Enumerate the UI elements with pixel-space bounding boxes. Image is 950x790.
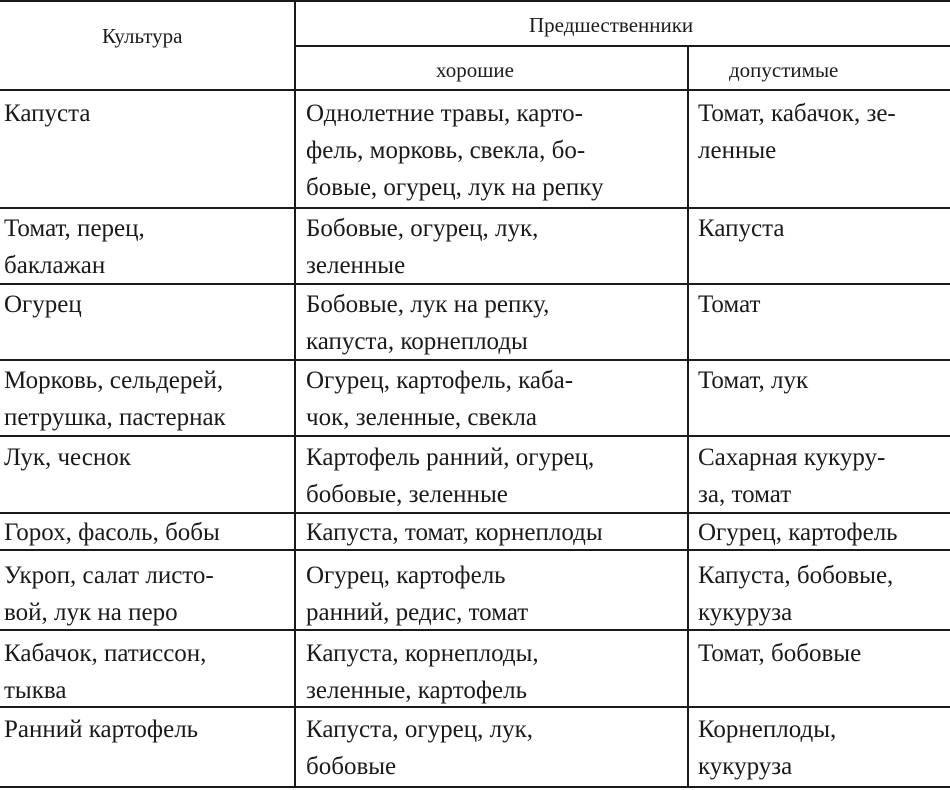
culture-cell [4, 210, 145, 284]
acceptable-predecessors-cell [698, 635, 861, 672]
culture-cell [4, 286, 82, 323]
cell-line: зеленные [306, 252, 406, 279]
good-predecessors-cell [306, 439, 594, 513]
acceptable-predecessors-cell [698, 95, 896, 169]
culture-cell [4, 514, 220, 551]
cell-line: капуста, корнеплоды [306, 328, 528, 355]
cell-line: Бобовые, лук на репку, [306, 291, 550, 318]
cell-line: Корнеплоды, [698, 716, 837, 743]
good-predecessors-cell [306, 210, 538, 284]
acceptable-predecessors-cell [698, 210, 784, 247]
cell-line: Сахарная кукуру- [698, 444, 886, 471]
cell-line: кукуруза [698, 753, 793, 780]
cell-line: Капуста, томат, корнеплоды [306, 519, 603, 546]
header-good: хорошие [436, 58, 514, 82]
column-rule [294, 0, 296, 788]
cell-line: Огурец [4, 291, 82, 318]
acceptable-predecessors-cell [698, 711, 836, 785]
cell-line: бобовые, зеленные [306, 481, 508, 508]
cell-line: Однолетние травы, карто- [306, 100, 583, 127]
good-predecessors-cell [306, 557, 528, 631]
acceptable-predecessors-cell [698, 286, 760, 323]
cell-line: Укроп, салат листо- [4, 562, 214, 589]
culture-cell [4, 362, 226, 436]
good-predecessors-cell [306, 514, 603, 551]
header-culture: Культура [102, 24, 183, 48]
cell-line: Капуста, бобовые, [698, 562, 894, 589]
cell-line: Томат, бобовые [698, 640, 862, 667]
culture-cell [4, 711, 198, 748]
culture-cell [4, 439, 131, 476]
cell-line: Бобовые, огурец, лук, [306, 215, 539, 242]
cell-line: фель, морковь, свекла, бо- [306, 137, 586, 164]
cell-line: бобовые [306, 753, 397, 780]
good-predecessors-cell [306, 362, 573, 436]
acceptable-predecessors-cell [698, 439, 885, 513]
cell-line: Огурец, картофель [306, 562, 506, 589]
header-bottom-rule [0, 89, 950, 91]
good-predecessors-cell [306, 95, 604, 206]
table-top-rule [0, 0, 950, 2]
cell-line: Капуста [698, 215, 785, 242]
culture-cell [4, 95, 90, 132]
culture-cell [4, 635, 206, 709]
cell-line: за, томат [698, 481, 792, 508]
acceptable-predecessors-cell [698, 514, 898, 551]
cell-line: Огурец, картофель, каба- [306, 367, 574, 394]
cell-line: чок, зеленные, свекла [306, 404, 537, 431]
cell-line: петрушка, пастернак [4, 404, 226, 431]
cell-line: ранний, редис, томат [306, 599, 529, 626]
cell-line: Ранний картофель [4, 716, 199, 743]
cell-line: Томат, лук [698, 367, 809, 394]
cell-line: Лук, чеснок [4, 444, 131, 471]
table-bottom-rule [0, 786, 950, 788]
cell-line: Томат [698, 291, 761, 318]
header-acceptable: допустимые [729, 58, 839, 82]
cell-line: Капуста, корнеплоды, [306, 640, 539, 667]
cell-line: Картофель ранний, огурец, [306, 444, 595, 471]
cell-line: Томат, перец, [4, 215, 145, 242]
cell-line: Кабачок, патиссон, [4, 640, 207, 667]
cell-line: зеленные, картофель [306, 677, 527, 704]
cell-line: Горох, фасоль, бобы [4, 519, 220, 546]
good-predecessors-cell [306, 711, 533, 785]
cell-line: баклажан [4, 252, 106, 279]
good-predecessors-cell [306, 286, 549, 360]
culture-cell [4, 557, 214, 631]
cell-line: кукуруза [698, 599, 793, 626]
acceptable-predecessors-cell [698, 362, 808, 399]
cell-line: тыква [4, 677, 67, 704]
cell-line: Морковь, сельдерей, [4, 367, 224, 394]
column-rule [687, 45, 689, 788]
acceptable-predecessors-cell [698, 557, 893, 631]
header-predecessors: Предшественники [529, 13, 694, 37]
subheader-rule [294, 45, 950, 47]
cell-line: Томат, кабачок, зе- [698, 100, 896, 127]
cell-line: Капуста [4, 100, 91, 127]
cell-line: вой, лук на перо [4, 599, 178, 626]
cell-line: бовые, огурец, лук на репку [306, 174, 604, 201]
row-rule [0, 207, 950, 209]
cell-line: ленные [698, 137, 777, 164]
good-predecessors-cell [306, 635, 539, 709]
cell-line: Огурец, картофель [698, 519, 898, 546]
cell-line: Капуста, огурец, лук, [306, 716, 534, 743]
